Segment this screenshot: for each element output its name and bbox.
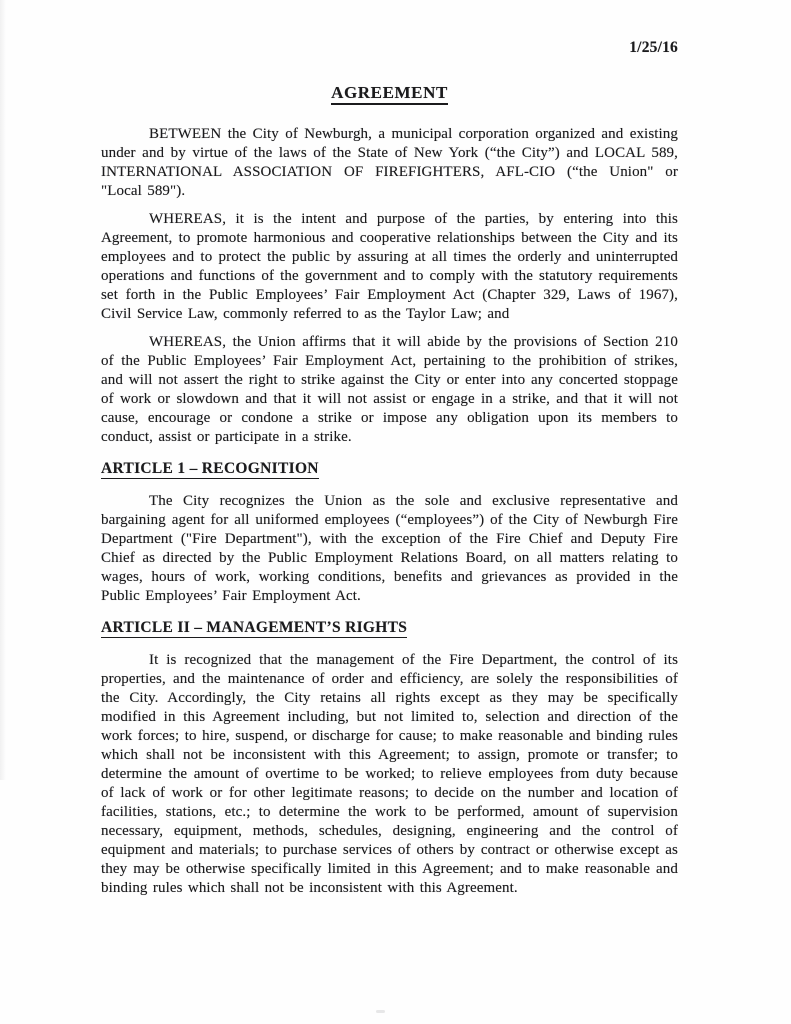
document-date: 1/25/16 [629,39,678,56]
scan-edge-artifact [0,0,6,780]
document-title [101,83,678,103]
article-2-heading [101,618,678,637]
article-1-body-paragraph: The City recognizes the Union as the sole and exclusive representative and bargaining agent for all uniformed employees (“employees”) of the City of Newburgh Fire Department ("Fire Department"), with the exception of the Fire Chief and Deputy Fire Chief as directed by the Public Employment Relations Board, on all matters relating to wages, hours of work, working conditions, benefits and grievances as provided in the Public Employees’ Fair Employment Act. [101,493,678,604]
preamble-paragraph-whereas-1: WHEREAS, it is the intent and purpose of the parties, by entering into this Agreement, to promote harmonious and cooperative relationships between the City and its employees and to protect the public by assuring at all times the orderly and uninterrupted operations and functions of the government and to comply with the statutory requirements set forth in the Public Employees’ Fair Employment Act (Chapter 329, Laws of 1967), Civil Service Law, commonly referred to as the Taylor Law; and [101,211,678,322]
scan-speck-artifact [376,1010,385,1013]
article-2-heading-text: ARTICLE II – MANAGEMENT’S RIGHTS [101,619,408,636]
article-2-body-paragraph: It is recognized that the management of the Fire Department, the control of its properties, and the maintenance of order and efficiency, are solely the responsibilities of the City. Accordingly, the City retains all rights except as they may be specifically modified in this Agreement including, but not limited to, selection and direction of the work forces; to hire, suspend, or discharge for cause; to make reasonable and binding rules which shall not be inconsistent with this Agreement; to assign, promote or transfer; to determine the amount of overtime to be worked; to relieve employees from duty because of lack of work or for other legitimate reasons; to decide on the number and location of facilities, stations, etc.; to determine the work to be performed, amount of supervision necessary, equipment, methods, schedules, designing, engineering and the control of equipment and materials; to purchase services of others by contract or otherwise except as they may be otherwise specifically limited in this Agreement; and to make reasonable and binding rules which shall not be inconsistent with this Agreement. [101,652,678,896]
preamble-paragraph-between: BETWEEN the City of Newburgh, a municipal corporation organized and existing under and by virtue of the laws of the State of New York (“the City”) and LOCAL 589, INTERNATIONAL ASSOCIATION OF FIREFIGHTERS, AFL-CIO (“the Union" or "Local 589"). [101,126,678,199]
preamble-paragraph-whereas-2: WHEREAS, the Union affirms that it will abide by the provisions of Section 210 of the Public Employees’ Fair Employment Act, pertaining to the prohibition of strikes, and will not assert the right to strike against the City or enter into any concerted stoppage of work or slowdown and that it will not assist or engage in a strike, and that it will not cause, encourage or condone a strike or impose any obligation upon its members to conduct, assist or participate in a strike. [101,334,678,445]
document-title-text: AGREEMENT [331,83,448,105]
article-1-heading-text: ARTICLE 1 – RECOGNITION [101,460,319,477]
article-1-heading [101,459,678,478]
